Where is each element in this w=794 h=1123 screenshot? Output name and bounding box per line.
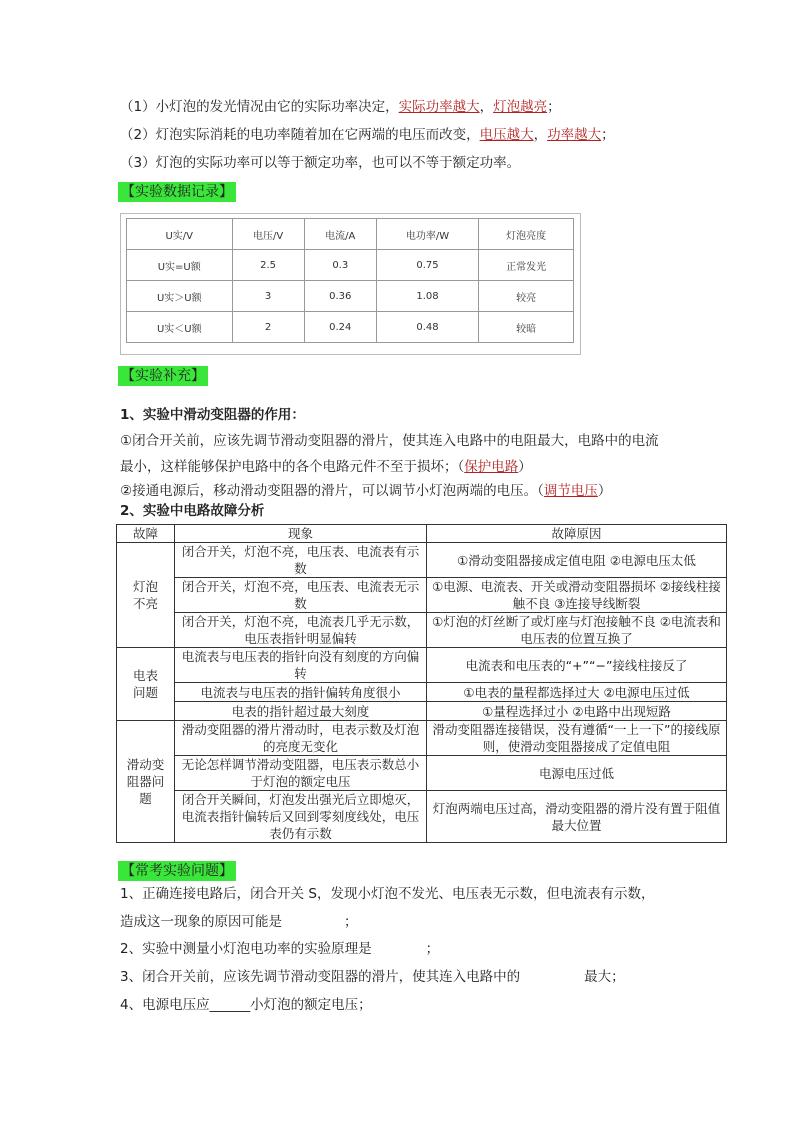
table-cell: 0.3 bbox=[304, 250, 376, 281]
body-text: ②接通电源后，移动滑动变阻器的滑片，可以调节小灯泡两端的电压。（ bbox=[120, 483, 544, 499]
question-text: 小灯泡的额定电压； bbox=[250, 997, 372, 1013]
phenomenon-cell: 闭合开关，灯泡不亮，电压表、电流表无示数 bbox=[175, 578, 427, 613]
table-row bbox=[127, 281, 574, 312]
fault-title: 2、实验中电路故障分析 bbox=[120, 503, 265, 519]
answer-text: 保护电路 bbox=[464, 459, 519, 475]
table-cell: 0.48 bbox=[376, 312, 478, 343]
table-row bbox=[117, 543, 727, 578]
answer-text: 调节电压 bbox=[543, 483, 598, 499]
table-header-cell: 灯泡亮度 bbox=[479, 219, 574, 250]
answer-blank[interactable]: ______ bbox=[209, 997, 251, 1013]
table-row bbox=[117, 791, 727, 843]
conclusion-2 bbox=[120, 126, 615, 144]
table-cell: U实＜U额 bbox=[127, 312, 233, 343]
conclusion-text: ； bbox=[601, 127, 615, 143]
table-cell: 0.75 bbox=[376, 250, 478, 281]
conclusion-3: （3）灯泡的实际功率可以等于额定功率，也可以不等于额定功率。 bbox=[120, 155, 521, 171]
table-cell: 0.24 bbox=[304, 312, 376, 343]
table-cell: 较暗 bbox=[479, 312, 574, 343]
table-header-cell: 电流/A bbox=[304, 219, 376, 250]
phenomenon-cell: 闭合开关瞬间，灯泡发出强光后立即熄灭，电流表指针偏转后又回到零刻度线处，电压表仍有示数 bbox=[175, 791, 427, 843]
fault-table bbox=[116, 524, 727, 843]
question-text: 2、实验中测量小灯泡电功率的实验原理是 bbox=[120, 941, 372, 957]
table-header-cell: 现象 bbox=[175, 525, 427, 543]
question-text: 4、电源电压应 bbox=[120, 997, 210, 1013]
rheostat-item-1-line-2 bbox=[120, 458, 532, 476]
conclusion-text: （2）灯泡实际消耗的电功率随着加在它两端的电压而改变， bbox=[120, 127, 480, 143]
rheostat-item-2 bbox=[120, 482, 611, 500]
fault-category: 灯泡不亮 bbox=[117, 543, 175, 648]
body-text: ） bbox=[518, 459, 532, 475]
conclusion-text: ， bbox=[533, 127, 548, 143]
question-1-line-2 bbox=[120, 913, 358, 931]
table-cell: 2.5 bbox=[232, 250, 304, 281]
table-header-cell: U实/V bbox=[127, 219, 233, 250]
body-text: ） bbox=[597, 483, 612, 499]
question-text: 最大； bbox=[584, 969, 625, 985]
question-text: ； bbox=[344, 914, 358, 930]
table-cell: U实＞U额 bbox=[127, 281, 233, 312]
phenomenon-cell: 闭合开关，灯泡不亮，电流表几乎无示数，电压表指针明显偏转 bbox=[175, 613, 427, 648]
question-3 bbox=[120, 968, 625, 986]
conclusion-1 bbox=[120, 98, 561, 116]
phenomenon-cell: 电流表与电压表的指针向没有刻度的方向偏转 bbox=[175, 648, 427, 683]
cause-cell: ①电源、电流表、开关或滑动变阻器损坏 ②接线柱接触不良 ③连接导线断裂 bbox=[427, 578, 727, 613]
cause-cell: ①量程选择过小 ②电路中出现短路 bbox=[427, 702, 727, 721]
table-cell: 正常发光 bbox=[479, 250, 574, 281]
table-row bbox=[117, 578, 727, 613]
body-text: 最小，这样能够保护电路中的各个电路元件不至于损坏；（ bbox=[120, 459, 465, 475]
phenomenon-cell: 滑动变阻器的滑片滑动时，电表示数及灯泡的亮度无变化 bbox=[175, 721, 427, 756]
answer-text: 功率越大 bbox=[547, 127, 602, 143]
section-heading-questions: 【常考实验问题】 bbox=[118, 861, 236, 881]
answer-text: 灯泡越亮 bbox=[493, 99, 548, 115]
table-header-row bbox=[127, 219, 574, 250]
question-4 bbox=[120, 996, 372, 1014]
answer-text: 电压越大 bbox=[479, 127, 534, 143]
cause-cell: ①灯泡的灯丝断了或灯座与灯泡接触不良 ②电流表和电压表的位置互换了 bbox=[427, 613, 727, 648]
table-cell: 较亮 bbox=[479, 281, 574, 312]
question-text: 3、闭合开关前，应该先调节滑动变阻器的滑片，使其连入电路中的 bbox=[120, 969, 521, 985]
cause-cell: 灯泡两端电压过高，滑动变阻器的滑片没有置于阻值最大位置 bbox=[427, 791, 727, 843]
cause-cell: ①电表的量程都选择过大 ②电源电压过低 bbox=[427, 683, 727, 702]
conclusion-text: ， bbox=[479, 99, 494, 115]
table-row bbox=[117, 648, 727, 683]
fault-category: 电表问题 bbox=[117, 648, 175, 721]
table-row bbox=[117, 613, 727, 648]
phenomenon-cell: 电流表与电压表的指针偏转角度很小 bbox=[175, 683, 427, 702]
table-cell: 2 bbox=[232, 312, 304, 343]
cause-cell: 滑动变阻器连接错误，没有遵循“一上一下”的接线原则，使滑动变阻器接成了定值电阻 bbox=[427, 721, 727, 756]
question-text: ； bbox=[425, 941, 440, 957]
fault-category: 滑动变阻器问题 bbox=[117, 721, 175, 843]
table-row bbox=[117, 721, 727, 756]
data-table bbox=[126, 218, 574, 343]
section-heading-data: 【实验数据记录】 bbox=[118, 182, 236, 202]
table-row bbox=[117, 756, 727, 791]
table-cell: 1.08 bbox=[376, 281, 478, 312]
table-row bbox=[127, 250, 574, 281]
cause-cell: 电源电压过低 bbox=[427, 756, 727, 791]
rheostat-title: 1、实验中滑动变阻器的作用： bbox=[120, 407, 305, 423]
table-row bbox=[127, 312, 574, 343]
phenomenon-cell: 无论怎样调节滑动变阻器，电压表示数总小于灯泡的额定电压 bbox=[175, 756, 427, 791]
conclusion-text: ； bbox=[547, 99, 561, 115]
cause-cell: 电流表和电压表的“+”“−”接线柱接反了 bbox=[427, 648, 727, 683]
answer-text: 实际功率越大 bbox=[398, 99, 480, 115]
table-row bbox=[117, 702, 727, 721]
phenomenon-cell: 电表的指针超过最大刻度 bbox=[175, 702, 427, 721]
conclusion-text: （1）小灯泡的发光情况由它的实际功率决定， bbox=[120, 99, 399, 115]
table-cell: 3 bbox=[232, 281, 304, 312]
table-cell: 0.36 bbox=[304, 281, 376, 312]
table-header-cell: 故障 bbox=[117, 525, 175, 543]
cause-cell: ①滑动变阻器接成定值电阻 ②电源电压太低 bbox=[427, 543, 727, 578]
table-row bbox=[117, 683, 727, 702]
phenomenon-cell: 闭合开关，灯泡不亮，电压表、电流表有示数 bbox=[175, 543, 427, 578]
table-header-cell: 电功率/W bbox=[376, 219, 478, 250]
table-header-cell: 故障原因 bbox=[427, 525, 727, 543]
question-1-line-1: 1、正确连接电路后，闭合开关 S，发现小灯泡不发光、电压表无示数，但电流表有示数， bbox=[120, 886, 655, 902]
table-header-row bbox=[117, 525, 727, 543]
question-2 bbox=[120, 940, 439, 958]
table-header-cell: 电压/V bbox=[232, 219, 304, 250]
table-cell: U实=U额 bbox=[127, 250, 233, 281]
rheostat-item-1-line-1: ①闭合开关前，应该先调节滑动变阻器的滑片，使其连入电路中的电阻最大，电路中的电流 bbox=[120, 433, 659, 449]
section-heading-supplement: 【实验补充】 bbox=[118, 366, 208, 386]
question-text: 造成这一现象的原因可能是 bbox=[120, 914, 282, 930]
